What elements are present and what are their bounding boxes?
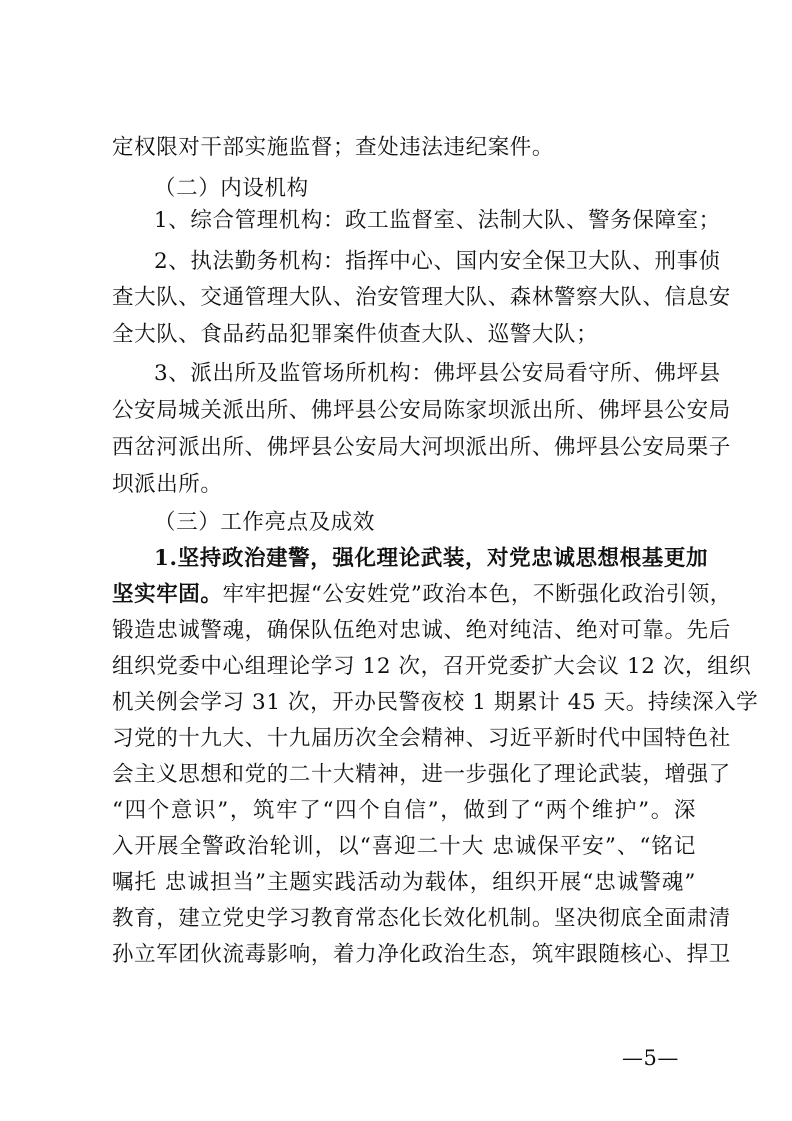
paragraph-line: “四个意识”，筑牢了“四个自信”，做到了“两个维护”。深 bbox=[112, 798, 696, 823]
paragraph-line: 锻造忠诚警魂，确保队伍绝对忠诚、绝对纯洁、绝对可靠。先后 bbox=[112, 618, 731, 643]
paragraph-line: 嘱托 忠诚担当”主题实践活动为载体，组织开展“忠诚警魂” bbox=[112, 870, 696, 895]
paragraph-line: 全大队、食品药品犯罪案件侦查大队、巡警大队； bbox=[112, 322, 599, 347]
paragraph-line: 坝派出所。 bbox=[112, 472, 223, 497]
paragraph-line: 定权限对干部实施监督；查处违法违纪案件。 bbox=[112, 135, 555, 160]
paragraph-line: 组织党委中心组理论学习 12 次，召开党委扩大会议 12 次，组织 bbox=[112, 654, 752, 679]
section-heading-internal-institutions: （二）内设机构 bbox=[154, 176, 309, 201]
paragraph-line bbox=[112, 580, 732, 610]
bold-heading-political-building: 1.坚持政治建警，强化理论武装，对党忠诚思想根基更加 bbox=[154, 546, 709, 571]
paragraph-line: 公安局城关派出所、佛坪县公安局陈家坝派出所、佛坪县公安局 bbox=[112, 398, 731, 423]
paragraph-line: 孙立军团伙流毒影响，着力净化政治生态，筑牢跟随核心、捍卫 bbox=[112, 942, 731, 967]
list-item-police-stations: 3、派出所及监管场所机构：佛坪县公安局看守所、佛坪县 bbox=[154, 361, 721, 386]
paragraph-line: 查大队、交通管理大队、治安管理大队、森林警察大队、信息安 bbox=[112, 285, 731, 310]
paragraph-line: 会主义思想和党的二十大精神，进一步强化了理论武装，增强了 bbox=[112, 762, 731, 787]
paragraph-text: 牢牢把握“公安姓党”政治本色，不断强化政治引领， bbox=[222, 582, 732, 607]
list-item-comprehensive-management: 1、综合管理机构：政工监督室、法制大队、警务保障室； bbox=[154, 208, 721, 233]
section-heading-highlights: （三）工作亮点及成效 bbox=[154, 510, 376, 535]
page-number: —5— bbox=[622, 1046, 679, 1070]
paragraph-line: 习党的十九大、十九届历次全会精神、习近平新时代中国特色社 bbox=[112, 726, 731, 751]
bold-heading-continuation: 坚实牢固。 bbox=[112, 582, 223, 607]
paragraph-line: 入开展全警政治轮训，以“喜迎二十大 忠诚保平安”、“铭记 bbox=[112, 834, 696, 859]
paragraph-line: 西岔河派出所、佛坪县公安局大河坝派出所、佛坪县公安局栗子 bbox=[112, 435, 731, 460]
paragraph-line: 教育，建立党史学习教育常态化长效化机制。坚决彻底全面肃清 bbox=[112, 906, 731, 931]
paragraph-line: 机关例会学习 31 次，开办民警夜校 1 期累计 45 天。持续深入学 bbox=[112, 690, 759, 715]
list-item-law-enforcement: 2、执法勤务机构：指挥中心、国内安全保卫大队、刑事侦 bbox=[154, 249, 721, 274]
